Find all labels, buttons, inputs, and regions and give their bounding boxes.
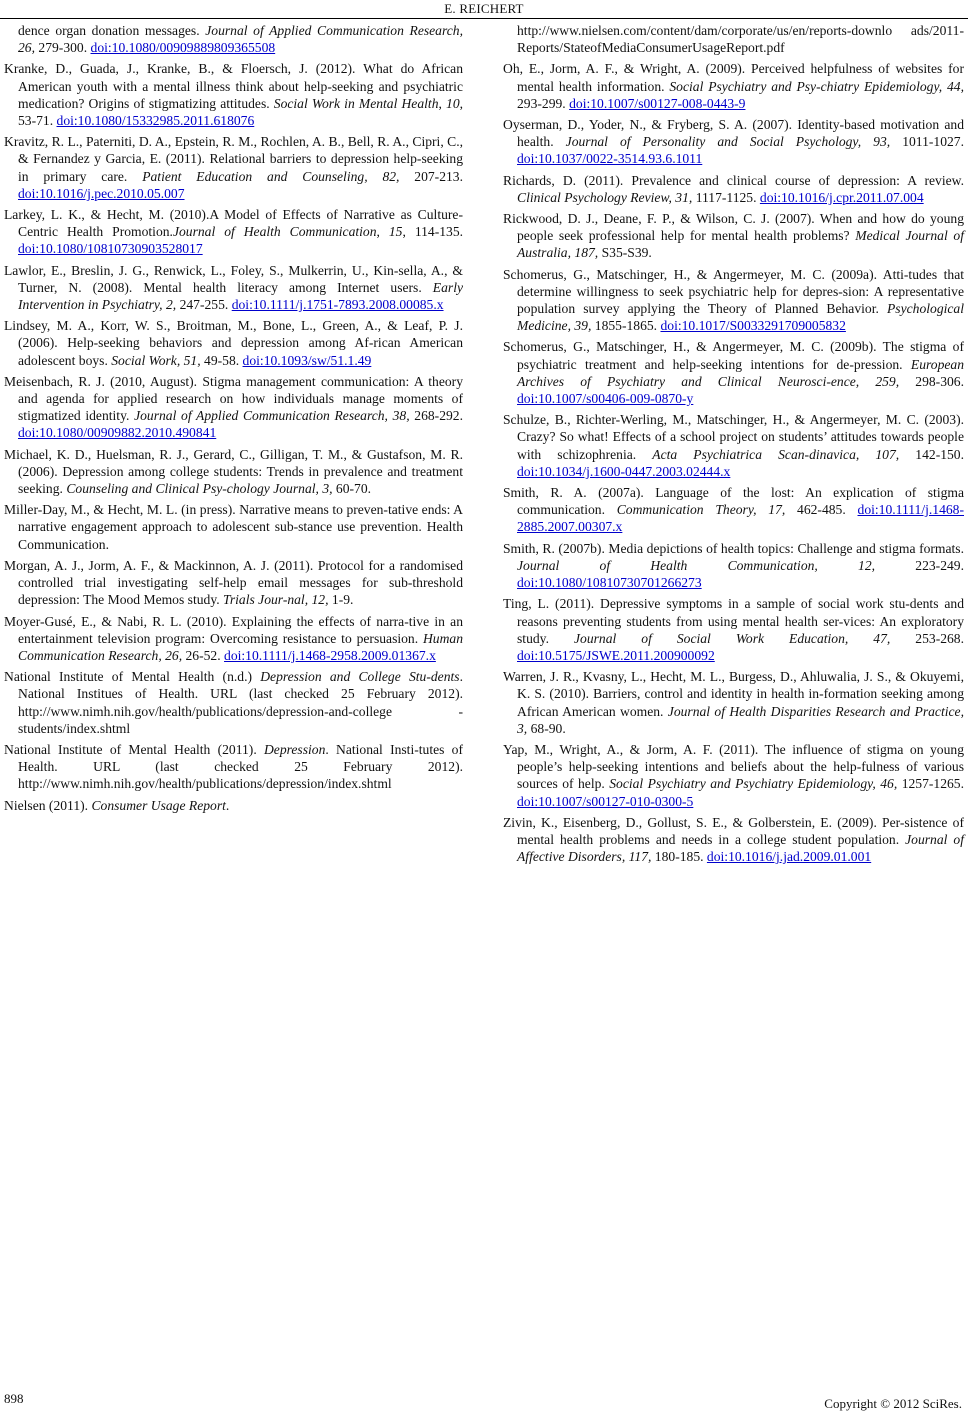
reference-italic-text: Trials Jour-nal, 12, bbox=[223, 592, 329, 608]
reference-text: 180-185. bbox=[651, 849, 707, 865]
reference-italic-text: Patient Education and Counseling, 82, bbox=[142, 168, 400, 184]
reference-text: 49-58. bbox=[200, 352, 243, 368]
reference-entry bbox=[4, 741, 463, 793]
copyright-notice: Copyright © 2012 SciRes. bbox=[824, 1396, 962, 1411]
reference-italic-text: Journal of Social Work Education, 47, bbox=[573, 630, 891, 646]
reference-italic-text: Journal of Applied Communication Research, 26, bbox=[18, 23, 463, 56]
reference-text: 142-150. bbox=[899, 446, 965, 462]
doi-link[interactable]: doi:10.1080/10810730701266273 bbox=[517, 575, 702, 591]
reference-italic-text: 15 bbox=[388, 224, 403, 240]
reference-text: 223-249. bbox=[875, 557, 964, 573]
reference-entry bbox=[503, 60, 964, 112]
reference-text: 68-90. bbox=[527, 720, 566, 736]
doi-link[interactable]: doi:10.1016/j.pec.2010.05.007 bbox=[18, 185, 185, 201]
reference-entry bbox=[4, 60, 463, 129]
doi-link[interactable]: doi:10.1037/0022-3514.93.6.1011 bbox=[517, 151, 703, 167]
reference-text: dence organ donation messages. bbox=[18, 23, 206, 38]
references-left-column bbox=[4, 22, 463, 818]
reference-text: Lawlor, E., Breslin, J. G., Renwick, L., Foley, S., Mulkerrin, U., Kin-sella, A., & Turner, N. (2008). Mental health literacy among Internet users. bbox=[4, 262, 463, 295]
references-right-column bbox=[503, 22, 964, 869]
doi-link[interactable]: doi:10.5175/JSWE.2011.200900092 bbox=[517, 647, 715, 663]
reference-entry bbox=[4, 797, 463, 814]
reference-text: . National Insti-tutes of Health. URL (last checked 25 February 2012). http://www.nimh.nih.gov/health/publications/depression/index.shtml bbox=[18, 741, 463, 792]
reference-text: Schomerus, G., Matschinger, H., & Angermeyer, M. C. (2009a). Atti-tudes that determine willingness to seek psychiatric help for depres-sion: A representative population survey applying the Theory of Planned Behavior. bbox=[503, 266, 964, 317]
reference-italic-text: Journal of Applied Communication Research, 38, bbox=[134, 408, 410, 424]
reference-italic-text: European Archives of Psychiatry and Clinical Neurosci-ence, 259, bbox=[517, 356, 964, 389]
reference-entry bbox=[4, 22, 463, 56]
reference-text: Schulze, B., Richter-Werling, M., Matschinger, H., & Angermeyer, M. C. (2003). Crazy? So what! Effects of a school project on students’ attitudes towards people with schizophrenia. bbox=[503, 412, 964, 462]
reference-italic-text: Depression and College Stu-dents bbox=[260, 669, 460, 685]
reference-entry bbox=[4, 613, 463, 665]
reference-text: . bbox=[225, 797, 230, 813]
reference-italic-text: Acta Psychiatrica Scan-dinavica, 107, bbox=[652, 446, 900, 462]
reference-entry bbox=[4, 668, 463, 737]
reference-text: 1117-1125. bbox=[692, 189, 760, 205]
reference-italic-text: Social Psychiatry and Psychiatry Epidemiology, 46, bbox=[609, 776, 898, 792]
reference-entry bbox=[503, 116, 964, 168]
reference-entry bbox=[4, 317, 463, 369]
doi-link[interactable]: doi:10.1093/sw/51.1.49 bbox=[242, 352, 372, 368]
running-head: E. REICHERT bbox=[0, 0, 968, 19]
reference-entry bbox=[4, 262, 463, 314]
reference-entry bbox=[503, 668, 964, 737]
reference-entry bbox=[503, 741, 964, 810]
reference-text: Richards, D. (2011). Prevalence and clinical course of depression: A review. bbox=[503, 172, 964, 188]
reference-italic-text: Journal of Affective Disorders, 117, bbox=[517, 831, 964, 865]
reference-text: , bbox=[376, 224, 389, 240]
reference-entry bbox=[503, 266, 964, 335]
doi-link[interactable]: doi:10.1111/j.1468-2958.2009.01367.x bbox=[224, 647, 436, 663]
reference-italic-text: Journal of Health Disparities Research and Practice, 3, bbox=[517, 703, 964, 736]
reference-entry bbox=[503, 22, 964, 56]
reference-text: 1257-1265. bbox=[897, 776, 964, 792]
reference-text: Michael, K. D., Huelsman, R. J., Gerard, C., Gilligan, T. M., & Gustafson, M. R. (2006). Depression among college students: Trends in prevalence and treatment seeking. bbox=[4, 446, 463, 497]
reference-italic-text: Communication Theory, 17, bbox=[616, 502, 786, 518]
reference-text: National Institute of Mental Health (2011). bbox=[4, 741, 264, 757]
reference-text: 462-485. bbox=[785, 502, 858, 518]
reference-text: 298-306. bbox=[899, 373, 964, 389]
reference-entry bbox=[503, 172, 964, 206]
reference-entry bbox=[4, 373, 463, 442]
reference-entry bbox=[503, 540, 964, 592]
reference-text: 1-9. bbox=[328, 592, 354, 608]
reference-entry bbox=[4, 557, 463, 609]
reference-italic-text: Consumer Usage Report bbox=[91, 797, 226, 813]
reference-entry bbox=[4, 446, 463, 498]
reference-entry bbox=[503, 411, 964, 480]
doi-link[interactable]: doi:10.1111/j.1751-7893.2008.00085.x bbox=[231, 297, 444, 313]
reference-text: 1011-1027. bbox=[890, 134, 964, 150]
reference-italic-text: Social Work, 51, bbox=[111, 352, 201, 368]
reference-text: 293-299. bbox=[517, 95, 570, 111]
doi-link[interactable]: doi:10.1080/15332985.2011.618076 bbox=[56, 113, 255, 129]
reference-text: 1855-1865. bbox=[591, 318, 661, 334]
reference-text: Larkey, L. K., & Hecht, M. (2010).A Model of Effects of Narrative as Culture-Centric Health Promotion. bbox=[4, 207, 463, 240]
doi-link[interactable]: doi:10.1016/j.cpr.2011.07.004 bbox=[759, 189, 924, 205]
reference-italic-text: Social Psychiatry and Psy-chiatry Epidemiology, 44, bbox=[669, 78, 964, 94]
reference-text: Morgan, A. J., Jorm, A. F., & Mackinnon, A. J. (2011). Protocol for a randomised controlled trial investigating self-help email messages for sub-threshold depression: The Mood Memos study. bbox=[4, 557, 463, 608]
reference-italic-text: Counseling and Clinical Psy-chology Journal, 3, bbox=[66, 481, 333, 497]
doi-link[interactable]: doi:10.1080/00909889809365508 bbox=[90, 40, 276, 56]
reference-text: Meisenbach, R. J. (2010, August). Stigma management communication: A theory and agenda for applied research on how individuals manage moments of stigmatized identity. bbox=[4, 373, 463, 424]
doi-link[interactable]: doi:10.1111/j.1468-2885.2007.00307.x bbox=[517, 502, 964, 535]
reference-italic-text: 10 bbox=[446, 95, 460, 111]
reference-text: Lindsey, M. A., Korr, W. S., Broitman, M., Bone, L., Green, A., & Leaf, P. J. (2006). Help-seeking behaviors and depression among Af-rican American adolescent boys. bbox=[4, 318, 463, 368]
reference-italic-text: Psychological Medicine, 39, bbox=[517, 301, 964, 334]
reference-italic-text: Clinical Psychology Review, 31, bbox=[517, 189, 693, 205]
reference-italic-text: Social Work in Mental Health bbox=[273, 95, 439, 111]
reference-text: Schomerus, G., Matschinger, H., & Angermeyer, M. C. (2009b). The stigma of psychiatric treatment and help-seeking intentions for de-pression. bbox=[503, 339, 964, 372]
reference-text: 253-268. bbox=[890, 630, 965, 646]
reference-entry bbox=[503, 814, 964, 866]
reference-text: Oyserman, D., Yoder, N., & Fryberg, S. A. (2007). Identity-based motivation and health. bbox=[503, 117, 964, 150]
reference-entry bbox=[503, 338, 964, 407]
doi-link[interactable]: doi:10.1080/00909882.2010.490841 bbox=[18, 425, 217, 441]
reference-text: 207-213. bbox=[399, 168, 463, 184]
reference-entry bbox=[4, 133, 463, 202]
reference-italic-text: Journal of Health Communication, 12, bbox=[517, 557, 876, 573]
reference-italic-text: Journal of Health Communication bbox=[172, 224, 377, 240]
reference-text: Zivin, K., Eisenberg, D., Gollust, S. E., & Golberstein, E. (2009). Per-sistence of mental health problems and needs in a college student population. bbox=[503, 814, 964, 847]
reference-text: Kranke, D., Guada, J., Kranke, B., & Floersch, J. (2012). What do African American youth with a mental illness think about help-seeking and psychiatric medication? Origins of stigmatizing attitudes. bbox=[4, 61, 463, 111]
reference-italic-text: Early Intervention in Psychiatry, 2, bbox=[18, 279, 463, 313]
reference-text: 268-292. bbox=[409, 408, 464, 424]
reference-text: 279-300. bbox=[35, 40, 91, 56]
reference-italic-text: Journal of Personality and Social Psychology, 93, bbox=[565, 134, 891, 150]
doi-link[interactable]: doi:10.1007/s00127-008-0443-9 bbox=[569, 95, 746, 111]
reference-entry bbox=[503, 484, 964, 536]
doi-link[interactable]: doi:10.1034/j.1600-0447.2003.02444.x bbox=[517, 463, 731, 479]
page-number: 898 bbox=[4, 1391, 24, 1406]
reference-text: 60-70. bbox=[332, 481, 372, 497]
reference-text: Smith, R. (2007b). Media depictions of health topics: Challenge and stigma formats. bbox=[503, 540, 964, 556]
reference-text: . National Institues of Health. URL (last checked 25 February 2012). http://www.nimh.nih.gov/health/publications/depression-and-college -students/index.shtml bbox=[18, 669, 463, 736]
reference-text: S35-S39. bbox=[598, 245, 652, 261]
reference-entry bbox=[4, 206, 463, 258]
reference-text: , 114-135. bbox=[402, 224, 464, 240]
reference-entry bbox=[503, 595, 964, 664]
reference-entry bbox=[503, 210, 964, 262]
reference-text: http://www.nielsen.com/content/dam/corporate/us/en/reports-downlo ads/2011-Reports/StateofMediaConsumerUsageReport.pdf bbox=[517, 23, 964, 56]
doi-link[interactable]: doi:10.1007/s00406-009-0870-y bbox=[517, 391, 694, 407]
reference-text: , 53-71. bbox=[18, 95, 464, 129]
reference-text: Moyer-Gusé, E., & Nabi, R. L. (2010). Explaining the effects of narra-tive in an entertainment television program: Overcoming resistance to persuasion. bbox=[4, 613, 463, 646]
reference-text: , bbox=[438, 95, 447, 111]
doi-link[interactable]: doi:10.1016/j.jad.2009.01.001 bbox=[706, 849, 872, 865]
reference-italic-text: Depression bbox=[263, 741, 326, 757]
reference-text: 247-255. bbox=[176, 297, 232, 313]
reference-text: Oh, E., Jorm, A. F., & Wright, A. (2009). Perceived helpfulness of websites for mental health information. bbox=[503, 61, 964, 94]
reference-text: Smith, R. A. (2007a). Language of the lost: An explication of stigma communication. bbox=[503, 485, 964, 518]
reference-text: National Institute of Mental Health (n.d.) bbox=[4, 669, 261, 685]
reference-text: Rickwood, D. J., Deane, F. P., & Wilson, C. J. (2007). When and how do young people seek professional help for mental health problems? bbox=[503, 211, 964, 244]
doi-link[interactable]: doi:10.1017/S0033291709005832 bbox=[660, 318, 846, 334]
reference-text: 26-52. bbox=[182, 647, 225, 663]
reference-text: Miller-Day, M., & Hecht, M. L. (in press). Narrative means to preven-tative ends: A narrative engagement approach to adolescent sub-stance use prevention. Health Communication. bbox=[4, 502, 463, 552]
reference-text: Yap, M., Wright, A., & Jorm, A. F. (2011). The influence of stigma on young people’s help-seeking intentions and beliefs about the help-fulness of various sources of help. bbox=[503, 741, 964, 792]
reference-text: Nielsen (2011). bbox=[4, 797, 92, 813]
reference-italic-text: Medical Journal of Australia, 187, bbox=[517, 228, 964, 261]
doi-link[interactable]: doi:10.1007/s00127-010-0300-5 bbox=[517, 793, 694, 809]
reference-italic-text: Human Communication Research, 26, bbox=[18, 630, 463, 663]
reference-text: Ting, L. (2011). Depressive symptoms in a sample of social work stu-dents and reasons preventing students from using mental health ser-vices: An exploratory study. bbox=[503, 596, 964, 646]
reference-entry bbox=[4, 501, 463, 553]
doi-link[interactable]: doi:10.1080/10810730903528017 bbox=[18, 241, 203, 257]
reference-text: Warren, J. R., Kvasny, L., Hecht, M. L., Burgess, D., Ahluwalia, J. S., & Okuyemi, K. S. (2010). Barriers, control and identity in health in-formation seeking among African American women. bbox=[503, 669, 964, 719]
reference-text: Kravitz, R. L., Paterniti, D. A., Epstein, R. M., Rochlen, A. B., Bell, R. A., Cipri, C., & Fernandez y Garcia, E. (2011). Relational barriers to depression help-seeking in primary care. bbox=[4, 134, 463, 184]
